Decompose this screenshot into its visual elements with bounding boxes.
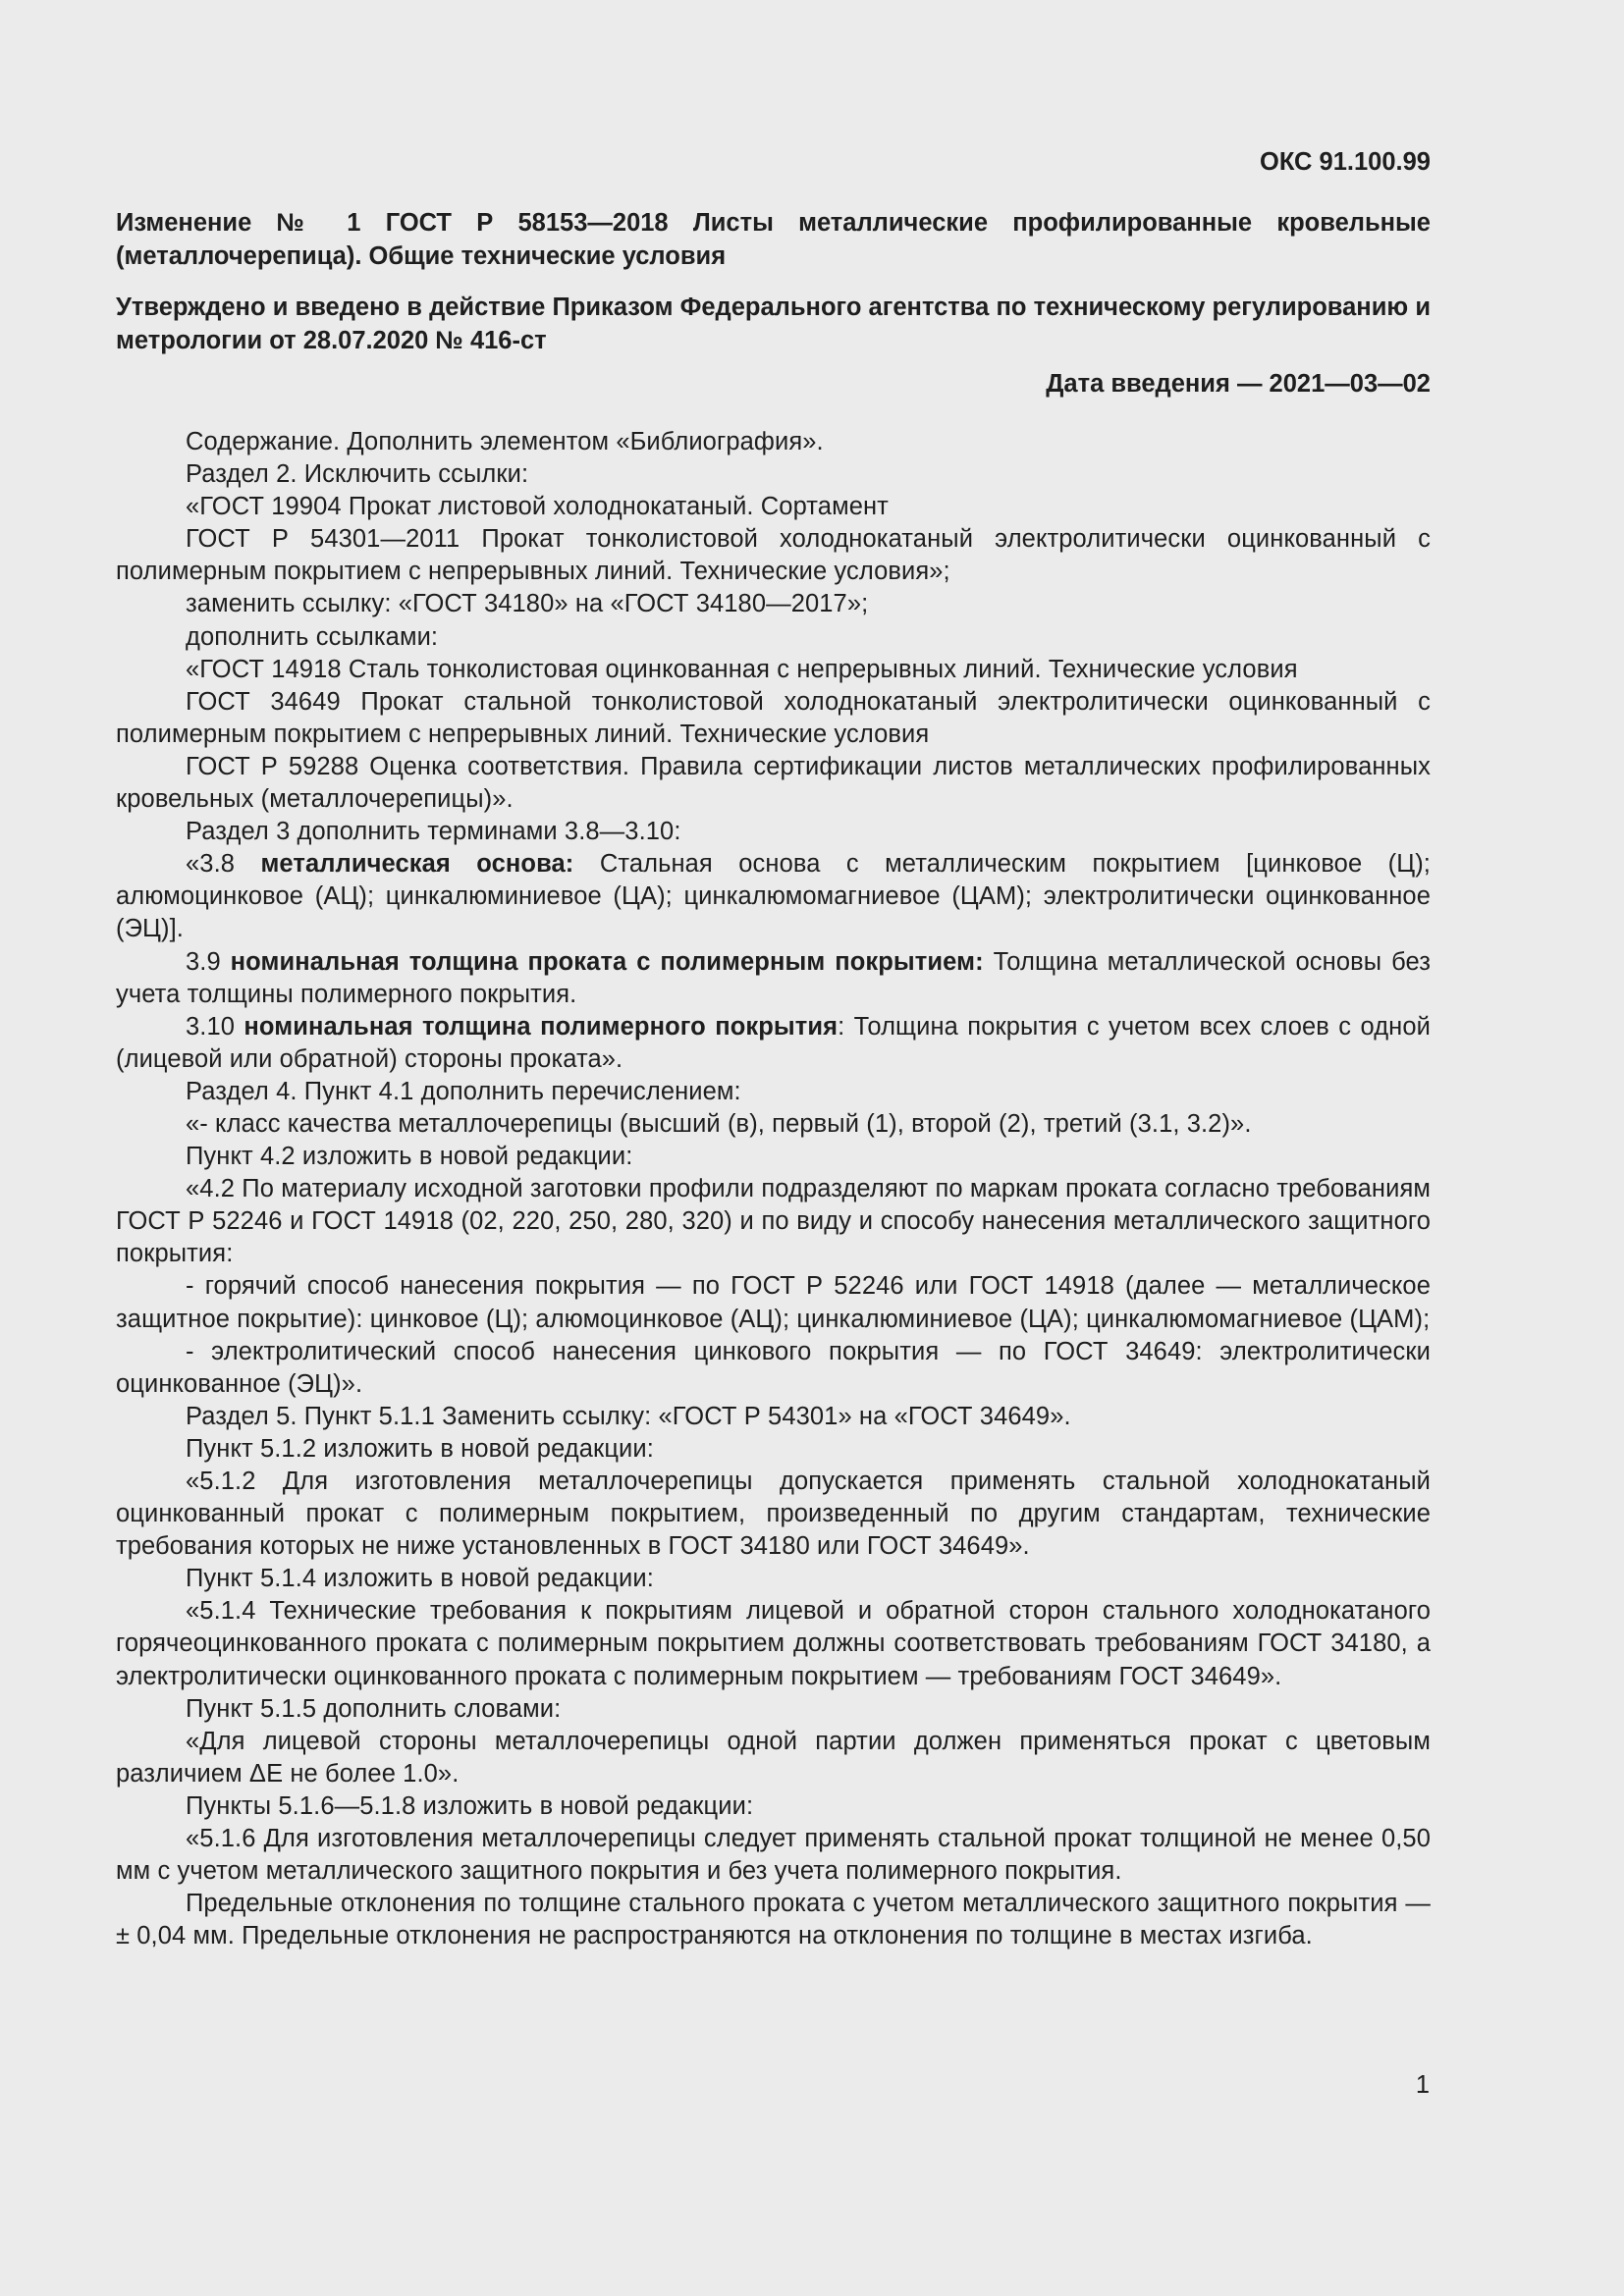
paragraph: Раздел 2. Исключить ссылки: bbox=[186, 460, 529, 489]
document-content bbox=[116, 145, 1431, 1952]
term-number: 3.9 bbox=[186, 947, 221, 976]
term-number: 3.10 bbox=[186, 1012, 236, 1041]
paragraph: - горячий способ нанесения покрытия — по ГОСТ Р 52246 или ГОСТ 14918 (далее — металлическое защитное покрытие): цинковое (Ц); алюмоцинковое (АЦ); цинкалюминиевое (ЦА); цинкалюмомагниевое (ЦАМ); bbox=[116, 1272, 1431, 1333]
paragraph: «ГОСТ 14918 Сталь тонколистовая оцинкованная с непрерывных линий. Технические условия bbox=[186, 655, 1298, 683]
document-body bbox=[116, 426, 1431, 1952]
paragraph: ГОСТ Р 59288 Оценка соответствия. Правила сертификации листов металлических профилированных кровельных (металлочерепицы)». bbox=[116, 752, 1431, 814]
paragraph: «5.1.4 Технические требования к покрытиям лицевой и обратной сторон стального холоднокатаного горячеоцинкованного проката с полимерным покрытием должны соответствовать требованиям ГОСТ 34180, а электролитически оцинкованного проката с полимерным покрытием — требованиям ГОСТ 34649». bbox=[116, 1597, 1431, 1690]
paragraph: Предельные отклонения по толщине стального проката с учетом металлического защитного покрытия — ± 0,04 мм. Предельные отклонения не распространяются на отклонения по толщине в местах изгиба. bbox=[116, 1890, 1431, 1950]
term-name: металлическая основа: bbox=[260, 850, 574, 879]
paragraph: Пункт 5.1.5 дополнить словами: bbox=[186, 1694, 562, 1723]
term-definition bbox=[116, 946, 1431, 1011]
paragraph: заменить ссылку: «ГОСТ 34180» на «ГОСТ 34180—2017»; bbox=[186, 590, 869, 618]
classification-code: ОКС 91.100.99 bbox=[1259, 148, 1431, 176]
paragraph: Пункт 5.1.4 изложить в новой редакции: bbox=[186, 1565, 654, 1593]
term-number: «3.8 bbox=[186, 850, 236, 879]
term-text: Стальная основа с металлическим покрытием [цинковое (Ц); алюмоцинковое (АЦ); цинкалюминиевое (ЦА); цинкалюмомагниевое (ЦАМ); электролитически оцинкованное (ЭЦ)]. bbox=[116, 850, 1431, 943]
paragraph: Содержание. Дополнить элементом «Библиография». bbox=[186, 428, 824, 455]
paragraph: Раздел 5. Пункт 5.1.1 Заменить ссылку: «ГОСТ Р 54301» на «ГОСТ 34649». bbox=[186, 1402, 1071, 1430]
page-number: 1 bbox=[1415, 2071, 1430, 2099]
term-definition bbox=[116, 1011, 1431, 1076]
paragraph: «Для лицевой стороны металлочерепицы одной партии должен применяться прокат с цветовым различием ΔЕ не более 1.0». bbox=[116, 1727, 1431, 1788]
paragraph: Раздел 4. Пункт 4.1 дополнить перечислением: bbox=[186, 1077, 741, 1105]
term-name: номинальная толщина полимерного покрытия bbox=[244, 1012, 839, 1041]
document-title: Изменение № 1 ГОСТ Р 58153—2018 Листы металлические профилированные кровельные (металлочерепица). Общие технические условия bbox=[116, 209, 1431, 270]
paragraph: «5.1.2 Для изготовления металлочерепицы допускается применять стальной холоднокатаный оцинкованный прокат с полимерным покрытием, произведенный по другим стандартам, технические требования которых не ниже установленных в ГОСТ 34180 или ГОСТ 34649». bbox=[116, 1468, 1431, 1561]
paragraph: «- класс качества металлочерепицы (высший (в), первый (1), второй (2), третий (3.1, 3.2)». bbox=[186, 1109, 1252, 1138]
term-text: : Толщина покрытия с учетом всех слоев с одной (лицевой или обратной) стороны проката». bbox=[116, 1012, 1431, 1073]
paragraph: дополнить ссылками: bbox=[186, 622, 439, 651]
effective-date: Дата введения — 2021—03—02 bbox=[1046, 370, 1431, 398]
paragraph: «5.1.6 Для изготовления металлочерепицы следует применять стальной прокат толщиной не менее 0,50 мм с учетом металлического защитного покрытия и без учета полимерного покрытия. bbox=[116, 1825, 1431, 1886]
paragraph: «4.2 По материалу исходной заготовки профили подразделяют по маркам проката согласно требованиям ГОСТ Р 52246 и ГОСТ 14918 (02, 220, 250, 280, 320) и по виду и способу нанесения металлического защитного покрытия: bbox=[116, 1175, 1431, 1268]
paragraph: Пункты 5.1.6—5.1.8 изложить в новой редакции: bbox=[186, 1791, 754, 1820]
approval-statement: Утверждено и введено в действие Приказом Федерального агентства по техническому регулированию и метрологии от 28.07.2020 № 416-ст bbox=[116, 294, 1431, 354]
term-name: номинальная толщина проката с полимерным покрытием: bbox=[230, 947, 984, 976]
paragraph: «ГОСТ 19904 Прокат листовой холоднокатаный. Сортамент bbox=[186, 493, 889, 521]
paragraph: Раздел 3 дополнить терминами 3.8—3.10: bbox=[186, 818, 681, 846]
term-text: Толщина металлической основы без учета толщины полимерного покрытия. bbox=[116, 947, 1432, 1008]
paragraph: Пункт 5.1.2 изложить в новой редакции: bbox=[186, 1434, 654, 1463]
paragraph: Пункт 4.2 изложить в новой редакции: bbox=[186, 1143, 633, 1171]
paragraph: - электролитический способ нанесения цинкового покрытия — по ГОСТ 34649: электролитически оцинкованное (ЭЦ)». bbox=[116, 1337, 1431, 1398]
paragraph: ГОСТ Р 54301—2011 Прокат тонколистовой холоднокатаный электролитически оцинкованный с полимерным покрытием с непрерывных линий. Технические условия»; bbox=[116, 525, 1431, 586]
term-definition bbox=[116, 848, 1431, 945]
paragraph: ГОСТ 34649 Прокат стальной тонколистовой холоднокатаный электролитически оцинкованный с полимерным покрытием с непрерывных линий. Технические условия bbox=[116, 687, 1431, 748]
